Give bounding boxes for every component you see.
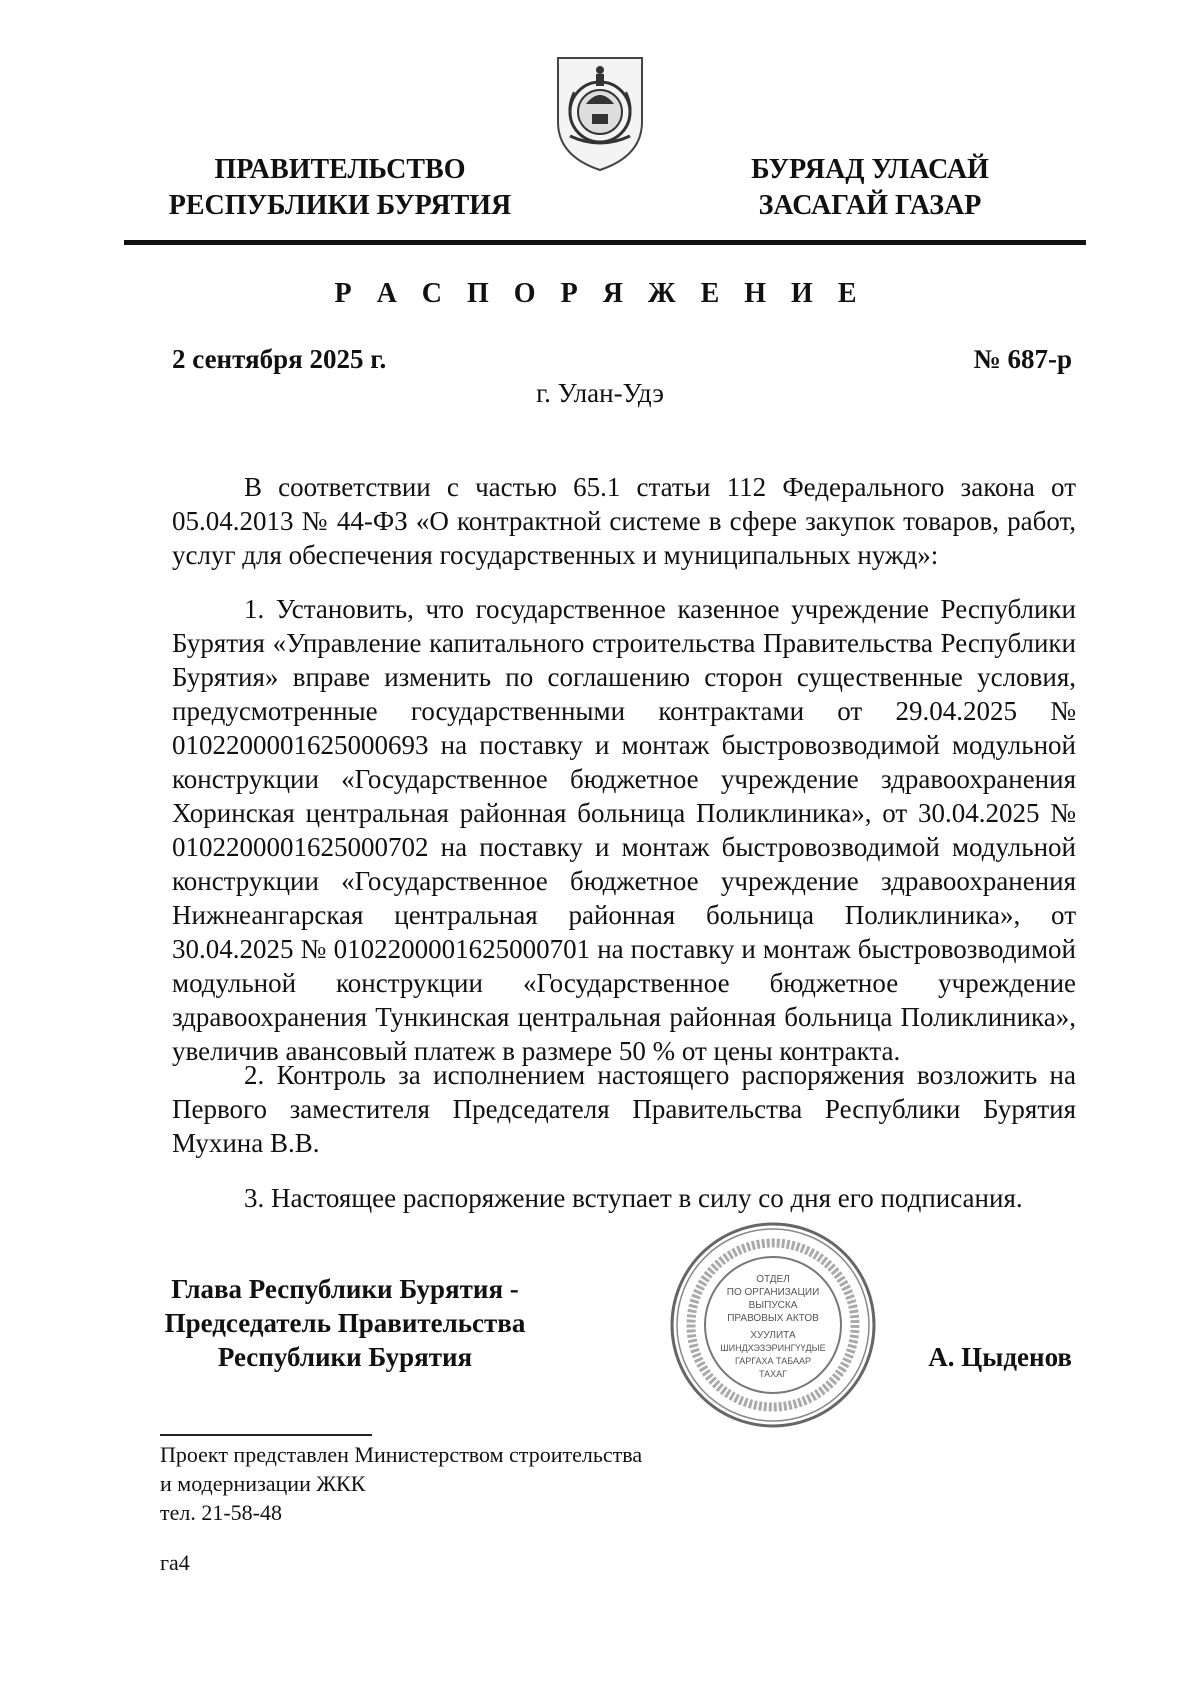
stamp-line: ПО ОРГАНИЗАЦИИ bbox=[726, 1287, 820, 1298]
footer-code: га4 bbox=[160, 1550, 190, 1575]
signature-position bbox=[150, 1272, 540, 1374]
signature-position-line2: Председатель Правительства bbox=[164, 1308, 526, 1338]
stamp-line: ХУУЛИТА bbox=[750, 1330, 796, 1341]
document-number: № 687-р bbox=[973, 344, 1072, 374]
official-stamp bbox=[668, 1220, 878, 1430]
signatory-name: А. Цыденов bbox=[928, 1342, 1072, 1372]
signature-position-line3: Республики Бурятия bbox=[217, 1342, 473, 1372]
document-type: Р А С П О Р Я Ж Е Н И Е bbox=[334, 278, 866, 309]
header-right-line2: ЗАСАГАЙ ГАЗАР bbox=[758, 190, 982, 221]
item2-paragraph: 2. Контроль за исполнением настоящего распоряжения возложить на Первого заместителя Председателя Правительства Республики Бурятия Мухина В.В. bbox=[172, 1060, 1076, 1158]
stamp-line: ГАРГАХА ТАБААР bbox=[735, 1356, 811, 1366]
footer-line3: тел. 21-58-48 bbox=[160, 1500, 283, 1525]
footer-line1: Проект представлен Министерством строительства bbox=[160, 1442, 643, 1467]
header-right bbox=[690, 152, 1050, 224]
header-left bbox=[150, 152, 530, 224]
header-left-line2: РЕСПУБЛИКИ БУРЯТИЯ bbox=[168, 190, 512, 221]
header-right-line1: БУРЯАД УЛАСАЙ bbox=[751, 154, 989, 185]
stamp-line: ШИНДХЭЗЭРИНГҮҮДЫЕ bbox=[720, 1343, 826, 1353]
document-city: г. Улан-Удэ bbox=[536, 378, 664, 408]
item1-paragraph: 1. Установить, что государственное казенное учреждение Республики Бурятия «Управление капитального строительства Правительства Республики Бурятия» вправе изменить по соглашению сторон существенные условия, предусмотренные государственными контрактами от 29.04.2025 № 0102200001625000693 на поставку и монтаж быстровозводимой модульной конструкции «Государственное бюджетное учреждение здравоохранения Хоринская центральная районная больница Поликлиника», от 30.04.2025 № 0102200001625000702 на поставку и монтаж быстровозводимой модульной конструкции «Государственное бюджетное учреждение здравоохранения Нижнеангарская центральная районная больница Поликлиника», от 30.04.2025 № 0102200001625000701 на поставку и монтаж быстровозводимой модульной конструкции «Государственное бюджетное учреждение здравоохранения Тункинская центральная районная больница Поликлиника», увеличив авансовый платеж в размере 50 % от цены контракта. bbox=[172, 594, 1076, 1066]
signature-position-line1: Глава Республики Бурятия - bbox=[171, 1274, 519, 1304]
stamp-seal-icon bbox=[668, 1220, 878, 1430]
header-divider bbox=[124, 240, 1086, 245]
stamp-line: ОТДЕЛ bbox=[756, 1274, 790, 1285]
stamp-line: ТАХАГ bbox=[758, 1369, 788, 1379]
stamp-line: ПРАВОВЫХ АКТОВ bbox=[727, 1313, 819, 1324]
footer-rule bbox=[160, 1434, 372, 1436]
footer-note bbox=[160, 1440, 642, 1527]
stamp-line: ВЫПУСКА bbox=[748, 1300, 798, 1311]
document-date: 2 сентября 2025 г. bbox=[172, 344, 387, 374]
item3-paragraph: 3. Настоящее распоряжение вступает в силу со дня его подписания. bbox=[244, 1183, 1023, 1213]
preamble-paragraph: В соответствии с частью 65.1 статьи 112 Федерального закона от 05.04.2013 № 44-ФЗ «О контрактной системе в сфере закупок товаров, работ, услуг для обеспечения государственных и муниципальных нужд»: bbox=[172, 472, 1076, 570]
coat-of-arms bbox=[552, 52, 648, 174]
coat-of-arms-icon bbox=[552, 52, 648, 174]
footer-line2: и модернизации ЖКК bbox=[160, 1471, 366, 1496]
header-left-line1: ПРАВИТЕЛЬСТВО bbox=[214, 154, 466, 185]
